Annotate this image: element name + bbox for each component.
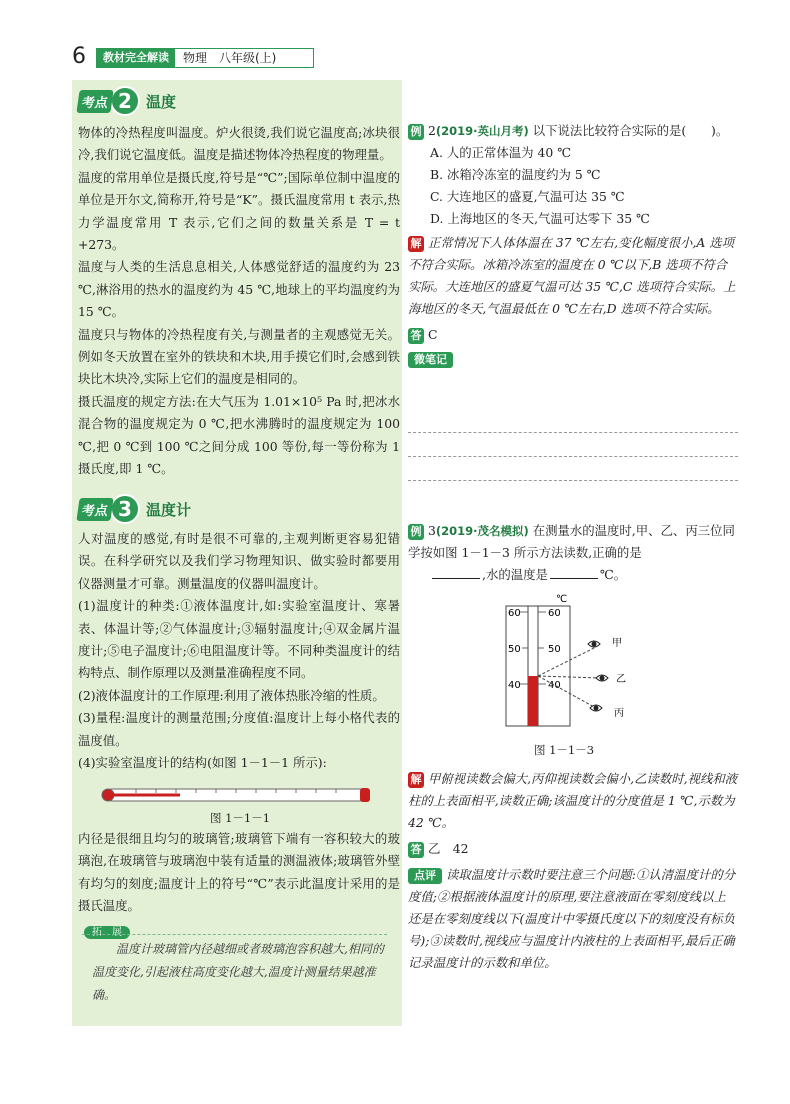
answer-text: C <box>427 327 438 342</box>
paragraph: (4)实验室温度计的结构(如图 1－1－1 所示): <box>78 755 327 771</box>
section-3-heading <box>78 494 191 524</box>
tick-label: 40 <box>548 680 561 691</box>
eye-icon <box>588 641 600 647</box>
page-number: 6 <box>72 44 86 69</box>
notes-heading <box>408 348 738 370</box>
paragraph: (1)温度计的种类:①液体温度计,如:实验室温度计、寒暑表、体温计等;②气体温度计;③辐射温度计;④双金属片温度计;⑤电子温度计;⑥电阻温度计等。不同种类温度计的结构特点、制作原理以及测量准确程度不同。 <box>78 598 400 681</box>
person-label: 丙 <box>614 708 624 719</box>
paragraph: 物体的冷热程度叫温度。炉火很烫,我们说它温度高;冰块很冷,我们说它温度低。温度是描述物体冷热程度的物理量。 <box>78 125 400 163</box>
person-label: 甲 <box>612 638 622 649</box>
example-2-solution <box>408 232 738 320</box>
solution-line <box>408 768 738 834</box>
answer-blank <box>432 578 480 579</box>
example-source: (2019·英山月考) <box>435 124 529 138</box>
jie-label: 解 <box>408 236 424 252</box>
kaodian-number: 3 <box>110 494 140 524</box>
paragraph: 温度的常用单位是摄氏度,符号是“℃”;国际单位制中温度的单位是开尔文,简称开,符号是“K”。摄氏温度常用 t 表示,热力学温度常用 T 表示,它们之间的数量关系是 T = t +273。 <box>78 169 400 253</box>
kaodian-badge: 考点 <box>76 498 113 521</box>
tuozhan-body <box>92 938 392 1007</box>
stem-text: ℃。 <box>599 567 627 582</box>
example-3 <box>408 520 738 586</box>
answer-blank <box>550 578 598 579</box>
stem-text: ,水的温度是 <box>482 567 548 582</box>
example-2-stem <box>408 120 738 142</box>
paragraph: (3)量程:温度计的测量范围;分度值:温度计上每小格代表的温度值。 <box>78 710 400 748</box>
example-number: 2 <box>427 123 436 138</box>
da-label: 答 <box>408 328 424 344</box>
section-2-body <box>78 122 400 481</box>
example-3-answer <box>408 838 738 860</box>
solution-text: 甲俯视读数会偏大,丙仰视读数会偏小,乙读数时,视线和液柱的上表面相平,读数正确;该温度计的分度值是 1 ℃,示数为 42 ℃。 <box>408 771 738 830</box>
unit-label: ℃ <box>556 594 568 605</box>
kaodian-badge: 考点 <box>76 90 113 113</box>
dianping <box>408 864 738 974</box>
dianping-text: 读取温度计示数时要注意三个问题:①认清温度计的分度值;②根据液体温度计的原理,要注意液面在零刻度线以上还是在零刻度线以下(温度计中零摄氏度以下的刻度没有标负号);③读数时,视线应与温度计内液柱的上表面相平,最后正确记录温度计的示数和单位。 <box>408 867 736 970</box>
eye-icon <box>590 705 602 711</box>
option-b: B. 冰箱冷冻室的温度约为 5 ℃ <box>430 167 601 182</box>
tuozhan-badge: 拓 展 <box>84 926 130 939</box>
option-d: D. 上海地区的冬天,气温可达零下 35 ℃ <box>430 211 650 226</box>
paragraph: 温度与人类的生活息息相关,人体感觉舒适的温度约为 23 ℃,淋浴用的热水的温度约为 45 ℃,地球上的平均温度约为 15 ℃。 <box>78 259 400 320</box>
paragraph: 温度只与物体的冷热程度有关,与测量者的主观感觉无关。例如冬天放置在室外的铁块和木块,用手摸它们时,会感到铁块比木块冷,实际上它们的温度是相同的。 <box>78 326 400 387</box>
figure-caption: 图 1－1－3 <box>533 743 595 757</box>
example-label: 例 <box>408 524 424 540</box>
tuozhan-heading <box>84 920 130 939</box>
dianping-label: 点评 <box>408 868 442 884</box>
paragraph: 人对温度的感觉,有时是很不可靠的,主观判断更容易犯错误。在科学研究以及我们学习物理知识、做实验时都要用仪器测量才可靠。测量温度的仪器叫温度计。 <box>78 531 400 591</box>
section-title: 温度 <box>146 92 177 111</box>
example-3-stem <box>408 520 738 564</box>
tuozhan-text: 温度计玻璃管内径越细或者玻璃泡容积越大,相同的温度变化,引起液柱高度变化越大,温度计测量结果越准确。 <box>92 942 384 1002</box>
paragraph: 内径是很细且均匀的玻璃管;玻璃管下端有一容积较大的玻璃泡,在玻璃管与玻璃泡中装有适量的测温液体;玻璃管外壁有均匀的刻度;温度计上的符号“℃”表示此温度计采用的是摄氏温度。 <box>78 831 400 914</box>
example-number: 3 <box>427 523 436 538</box>
subject-title: 物理 八年级(上) <box>183 51 277 65</box>
paragraph: (2)液体温度计的工作原理:利用了液体热胀冷缩的性质。 <box>78 687 385 703</box>
liquid-column <box>528 676 538 726</box>
reading-figure <box>484 590 644 740</box>
stem-text: 以下说法比较符合实际的是( )。 <box>532 123 729 138</box>
thermometer-figure <box>96 784 376 806</box>
section-3-body <box>78 528 400 774</box>
tick-label: 60 <box>508 608 521 619</box>
tick-label: 50 <box>508 644 521 655</box>
section-title: 温度计 <box>146 500 192 519</box>
header-bar <box>96 48 314 68</box>
tick-label: 50 <box>548 644 561 655</box>
section-3-after <box>78 828 400 918</box>
example-3-solution <box>408 768 738 974</box>
example-label: 例 <box>408 124 424 140</box>
example-source: (2019·茂名模拟) <box>435 524 529 538</box>
section-2-heading <box>78 86 176 116</box>
eye-icon <box>596 675 608 681</box>
notes-line <box>408 432 738 433</box>
notes-label: 微笔记 <box>408 352 453 368</box>
person-label: 乙 <box>616 674 626 685</box>
notes-line <box>408 456 738 457</box>
answer-text: 乙 42 <box>427 841 469 856</box>
tick-label: 40 <box>508 680 521 691</box>
example-2-answer <box>408 324 738 346</box>
series-title: 教材完全解读 <box>97 49 175 67</box>
da-label: 答 <box>408 842 424 858</box>
solution-text: 正常情况下人体体温在 37 ℃左右,变化幅度很小,A 选项不符合实际。冰箱冷冻室的温度在 0 ℃以下,B 选项不符合实际。大连地区的盛夏气温可达 35 ℃,C 选项符合实际。上海地区的冬天,气温最低在 0 ℃左右,D 选项不符合实际。 <box>408 235 736 316</box>
stem-text: 在测量水的温度时,甲、乙、丙三位同学按如图 1－1－3 所示方法读数,正确的是 <box>408 523 735 560</box>
option-a: A. 人的正常体温为 40 ℃ <box>430 145 572 160</box>
jie-label: 解 <box>408 772 424 788</box>
notes-line <box>408 480 738 481</box>
example-2 <box>408 120 738 370</box>
tuozhan-box <box>82 934 387 935</box>
example-3-blanks <box>408 564 738 586</box>
kaodian-number: 2 <box>110 86 140 116</box>
paragraph: 摄氏温度的规定方法:在大气压为 1.01×10⁵ Pa 时,把冰水混合物的温度规定为 0 ℃,把水沸腾时的温度规定为 100 ℃,把 0 ℃到 100 ℃之间分成 100 等份,每一等份称为 1 摄氏度,即 1 ℃。 <box>78 393 400 477</box>
option-c: C. 大连地区的盛夏,气温可达 35 ℃ <box>430 189 625 204</box>
tick-label: 60 <box>548 608 561 619</box>
figure-caption: 图 1－1－1 <box>209 811 271 825</box>
